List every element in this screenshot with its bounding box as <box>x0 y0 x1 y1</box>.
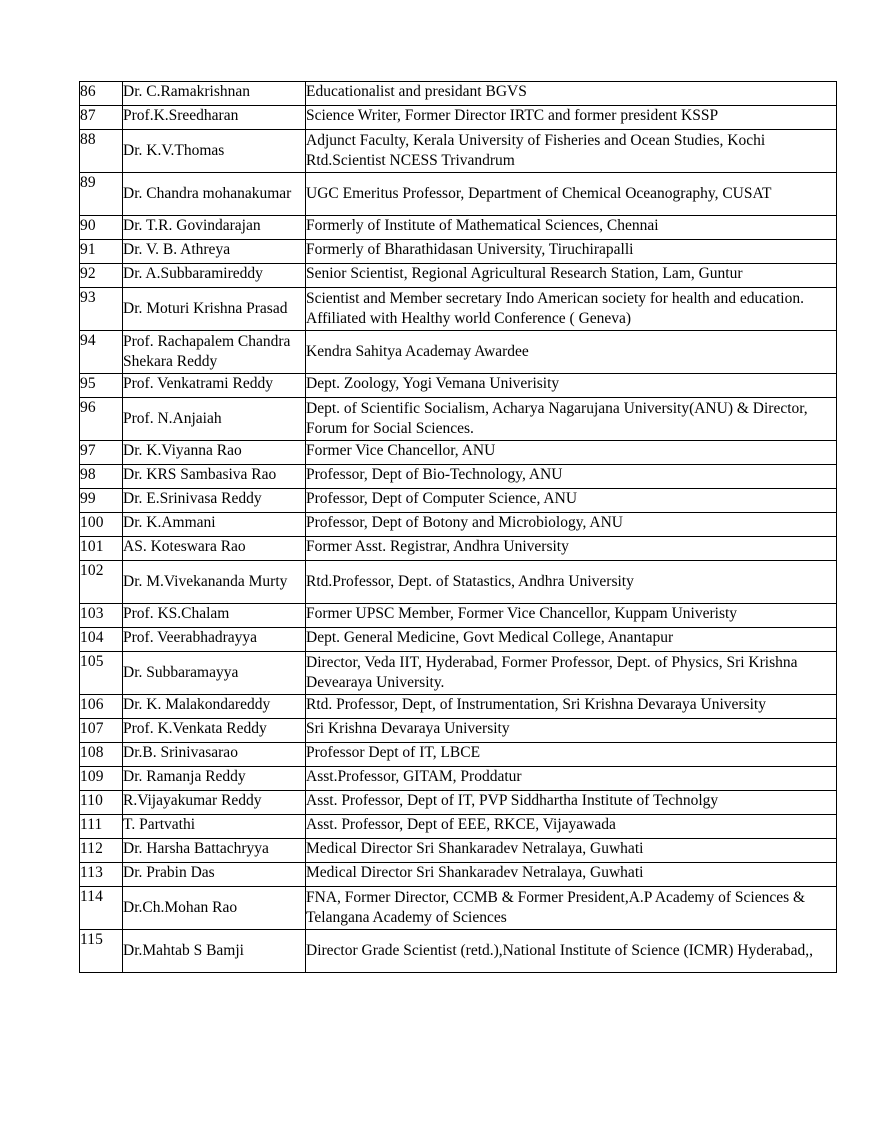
cell-name: Prof. N.Anjaiah <box>123 398 306 441</box>
cell-serial-number: 97 <box>80 441 123 465</box>
cell-name: Dr. A.Subbaramireddy <box>123 264 306 288</box>
cell-designation: Asst. Professor, Dept of IT, PVP Siddhartha Institute of Technolgy <box>306 791 837 815</box>
cell-serial-number: 98 <box>80 465 123 489</box>
cell-designation: Director Grade Scientist (retd.),National Institute of Science (ICMR) Hyderabad,, <box>306 930 837 973</box>
cell-serial-number: 105 <box>80 652 123 695</box>
cell-designation: Dept. Zoology, Yogi Vemana Univerisity <box>306 374 837 398</box>
cell-name: Dr. C.Ramakrishnan <box>123 82 306 106</box>
cell-designation: Medical Director Sri Shankaradev Netralaya, Guwhati <box>306 839 837 863</box>
cell-name: Prof. K.Venkata Reddy <box>123 719 306 743</box>
cell-designation: Formerly of Institute of Mathematical Sciences, Chennai <box>306 216 837 240</box>
cell-name: Prof. Rachapalem Chandra Shekara Reddy <box>123 331 306 374</box>
cell-designation: Scientist and Member secretary Indo American society for health and education. Affiliated with Healthy world Conference ( Geneva) <box>306 288 837 331</box>
signatory-list-table <box>79 81 837 973</box>
table-row <box>80 216 837 240</box>
cell-designation: Sri Krishna Devaraya University <box>306 719 837 743</box>
cell-designation: Asst. Professor, Dept of EEE, RKCE, Vijayawada <box>306 815 837 839</box>
cell-name: Dr. Harsha Battachryya <box>123 839 306 863</box>
cell-designation: Professor, Dept of Bio-Technology, ANU <box>306 465 837 489</box>
cell-designation: Adjunct Faculty, Kerala University of Fisheries and Ocean Studies, Kochi Rtd.Scientist NCESS Trivandrum <box>306 130 837 173</box>
cell-designation: Science Writer, Former Director IRTC and former president KSSP <box>306 106 837 130</box>
cell-serial-number: 99 <box>80 489 123 513</box>
cell-name: Dr. K.V.Thomas <box>123 130 306 173</box>
cell-designation: Former Vice Chancellor, ANU <box>306 441 837 465</box>
cell-name: Dr. K.Ammani <box>123 513 306 537</box>
table-row <box>80 930 837 973</box>
cell-serial-number: 107 <box>80 719 123 743</box>
table-row <box>80 695 837 719</box>
cell-serial-number: 94 <box>80 331 123 374</box>
cell-designation: FNA, Former Director, CCMB & Former President,A.P Academy of Sciences & Telangana Academy of Sciences <box>306 887 837 930</box>
cell-serial-number: 112 <box>80 839 123 863</box>
cell-serial-number: 87 <box>80 106 123 130</box>
cell-name: Dr. Moturi Krishna Prasad <box>123 288 306 331</box>
cell-serial-number: 86 <box>80 82 123 106</box>
cell-designation: Director, Veda IIT, Hyderabad, Former Professor, Dept. of Physics, Sri Krishna Devearaya University. <box>306 652 837 695</box>
cell-serial-number: 93 <box>80 288 123 331</box>
cell-serial-number: 88 <box>80 130 123 173</box>
cell-designation: Professor, Dept of Botony and Microbiology, ANU <box>306 513 837 537</box>
cell-name: Dr. Chandra mohanakumar <box>123 173 306 216</box>
cell-serial-number: 100 <box>80 513 123 537</box>
cell-designation: Senior Scientist, Regional Agricultural Research Station, Lam, Guntur <box>306 264 837 288</box>
cell-name: Dr. Ramanja Reddy <box>123 767 306 791</box>
cell-name: Dr.Ch.Mohan Rao <box>123 887 306 930</box>
cell-serial-number: 92 <box>80 264 123 288</box>
table-row <box>80 374 837 398</box>
table-row <box>80 513 837 537</box>
cell-serial-number: 109 <box>80 767 123 791</box>
cell-name: Dr. E.Srinivasa Reddy <box>123 489 306 513</box>
cell-designation: Kendra Sahitya Academay Awardee <box>306 331 837 374</box>
cell-serial-number: 90 <box>80 216 123 240</box>
cell-serial-number: 95 <box>80 374 123 398</box>
table-row <box>80 561 837 604</box>
cell-name: Dr. T.R. Govindarajan <box>123 216 306 240</box>
table-row <box>80 652 837 695</box>
table-row <box>80 441 837 465</box>
cell-serial-number: 101 <box>80 537 123 561</box>
cell-serial-number: 96 <box>80 398 123 441</box>
table-row <box>80 465 837 489</box>
table-row <box>80 863 837 887</box>
cell-name: R.Vijayakumar Reddy <box>123 791 306 815</box>
cell-serial-number: 106 <box>80 695 123 719</box>
cell-name: Dr. Subbaramayya <box>123 652 306 695</box>
cell-name: Dr. Prabin Das <box>123 863 306 887</box>
cell-designation: Rtd.Professor, Dept. of Statastics, Andhra University <box>306 561 837 604</box>
table-row <box>80 331 837 374</box>
table-row <box>80 743 837 767</box>
cell-designation: Professor Dept of IT, LBCE <box>306 743 837 767</box>
table-row <box>80 398 837 441</box>
table-container <box>79 81 836 973</box>
cell-name: Prof. Venkatrami Reddy <box>123 374 306 398</box>
table-row <box>80 240 837 264</box>
table-row <box>80 288 837 331</box>
cell-serial-number: 103 <box>80 604 123 628</box>
table-row <box>80 130 837 173</box>
cell-designation: Former UPSC Member, Former Vice Chancellor, Kuppam Univeristy <box>306 604 837 628</box>
cell-name: Prof.K.Sreedharan <box>123 106 306 130</box>
table-row <box>80 604 837 628</box>
table-row <box>80 82 837 106</box>
cell-name: Dr.Mahtab S Bamji <box>123 930 306 973</box>
cell-name: Prof. Veerabhadrayya <box>123 628 306 652</box>
cell-designation: UGC Emeritus Professor, Department of Chemical Oceanography, CUSAT <box>306 173 837 216</box>
cell-name: T. Partvathi <box>123 815 306 839</box>
table-row <box>80 719 837 743</box>
table-row <box>80 887 837 930</box>
cell-designation: Professor, Dept of Computer Science, ANU <box>306 489 837 513</box>
table-row <box>80 537 837 561</box>
cell-name: Dr.B. Srinivasarao <box>123 743 306 767</box>
cell-serial-number: 110 <box>80 791 123 815</box>
cell-serial-number: 104 <box>80 628 123 652</box>
table-row <box>80 791 837 815</box>
cell-designation: Educationalist and presidant BGVS <box>306 82 837 106</box>
cell-serial-number: 114 <box>80 887 123 930</box>
table-row <box>80 628 837 652</box>
cell-serial-number: 102 <box>80 561 123 604</box>
table-row <box>80 839 837 863</box>
cell-serial-number: 115 <box>80 930 123 973</box>
cell-name: Prof. KS.Chalam <box>123 604 306 628</box>
table-body <box>80 82 837 973</box>
cell-serial-number: 91 <box>80 240 123 264</box>
cell-designation: Asst.Professor, GITAM, Proddatur <box>306 767 837 791</box>
cell-name: Dr. KRS Sambasiva Rao <box>123 465 306 489</box>
cell-designation: Rtd. Professor, Dept, of Instrumentation, Sri Krishna Devaraya University <box>306 695 837 719</box>
cell-name: Dr. V. B. Athreya <box>123 240 306 264</box>
cell-name: Dr. K. Malakondareddy <box>123 695 306 719</box>
cell-serial-number: 113 <box>80 863 123 887</box>
table-row <box>80 489 837 513</box>
cell-serial-number: 111 <box>80 815 123 839</box>
table-row <box>80 264 837 288</box>
cell-name: Dr. K.Viyanna Rao <box>123 441 306 465</box>
table-row <box>80 767 837 791</box>
cell-designation: Former Asst. Registrar, Andhra University <box>306 537 837 561</box>
cell-designation: Dept. General Medicine, Govt Medical College, Anantapur <box>306 628 837 652</box>
table-row <box>80 106 837 130</box>
cell-designation: Dept. of Scientific Socialism, Acharya Nagarujana University(ANU) & Director, Forum for Social Sciences. <box>306 398 837 441</box>
table-row <box>80 173 837 216</box>
cell-name: Dr. M.Vivekananda Murty <box>123 561 306 604</box>
cell-designation: Medical Director Sri Shankaradev Netralaya, Guwhati <box>306 863 837 887</box>
cell-serial-number: 108 <box>80 743 123 767</box>
cell-name: AS. Koteswara Rao <box>123 537 306 561</box>
cell-designation: Formerly of Bharathidasan University, Tiruchirapalli <box>306 240 837 264</box>
cell-serial-number: 89 <box>80 173 123 216</box>
table-row <box>80 815 837 839</box>
